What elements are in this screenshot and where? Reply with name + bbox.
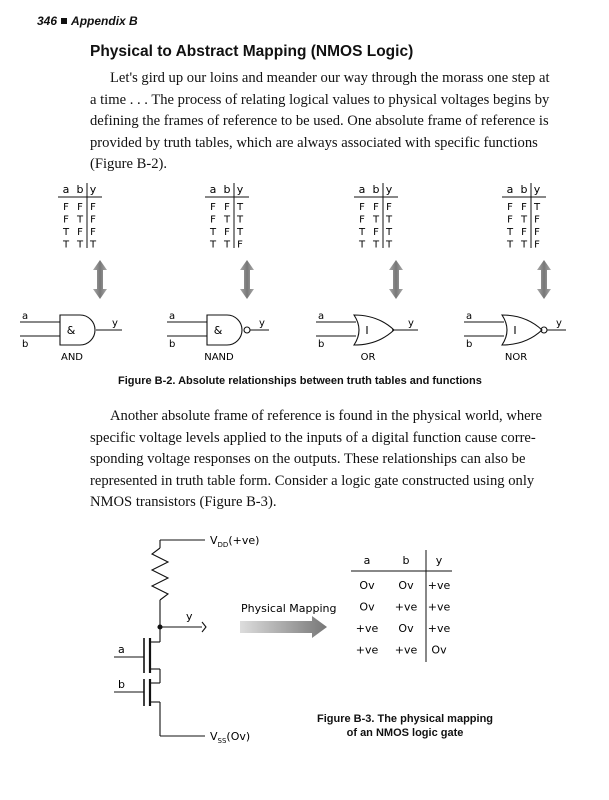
tt-cell: F xyxy=(224,202,230,213)
figure-b3-caption xyxy=(300,712,510,740)
vt-cell: Ov xyxy=(431,643,447,657)
figure-b2-caption: Figure B-2. Absolute relationships between truth tables and functions xyxy=(118,375,482,387)
paragraph-line: specific voltage levels applied to the inputs of a digital function cause corre- xyxy=(90,429,536,446)
gate-input-a-label: a xyxy=(466,311,473,322)
figure-b3-caption-line: of an NMOS logic gate xyxy=(346,727,464,739)
tt-cell: F xyxy=(359,202,365,213)
gate-output-label: y xyxy=(259,318,265,329)
gate-input-b-label: b xyxy=(22,339,29,350)
physical-mapping-label: Physical Mapping xyxy=(241,602,337,615)
gate-output-label: y xyxy=(408,318,414,329)
vt-cell: Ov xyxy=(359,600,375,614)
output-y-label: y xyxy=(186,610,193,623)
paragraph-line: (Figure B-2). xyxy=(90,156,168,172)
tt-cell: T xyxy=(358,239,366,251)
tt-cell: F xyxy=(90,227,96,238)
tt-header-cell: b xyxy=(76,183,84,196)
gate-input-b-label: b xyxy=(169,339,176,350)
vt-header-cell: a xyxy=(363,554,371,567)
vss-label: $V_{SS}(Ov)$ xyxy=(210,730,251,745)
gate-input-a-label: a xyxy=(318,311,325,322)
figure-b3-caption-line: Figure B-3. The physical mapping xyxy=(316,713,494,725)
tt-cell: T xyxy=(62,239,70,251)
gate-name-label: NAND xyxy=(204,352,234,363)
voltage-truth-table xyxy=(351,550,452,662)
tt-cell: F xyxy=(210,202,216,213)
gate-input-a-label: a xyxy=(22,311,29,322)
nmos-circuit xyxy=(114,540,206,736)
input-b-label: b xyxy=(118,678,125,691)
tt-cell: T xyxy=(236,214,244,226)
tt-cell: T xyxy=(533,202,541,213)
tt-cell: F xyxy=(507,202,513,213)
vt-cell: +ve xyxy=(355,622,379,635)
paragraph-line: NMOS transistors (Figure B-3). xyxy=(90,494,277,510)
gate-input-a-label: a xyxy=(169,311,176,322)
tt-cell: F xyxy=(63,202,69,213)
gate-output-label: y xyxy=(556,318,562,329)
pull-up-resistor xyxy=(152,548,168,600)
tt-header-cell: y xyxy=(89,183,97,196)
tt-header-cell: b xyxy=(223,183,231,196)
tt-cell: T xyxy=(76,214,84,226)
tt-cell: F xyxy=(521,202,527,213)
tt-cell: T xyxy=(89,239,97,251)
tt-cell: F xyxy=(224,227,230,238)
gate-name-label: NOR xyxy=(504,352,528,363)
tt-cell: T xyxy=(385,239,393,251)
vt-cell: +ve xyxy=(355,643,379,657)
tt-cell: T xyxy=(236,227,244,238)
tt-cell: F xyxy=(521,227,527,238)
tt-cell: F xyxy=(210,214,216,226)
tt-cell: T xyxy=(372,214,380,226)
tt-cell: T xyxy=(223,239,231,251)
vt-cell: Ov xyxy=(359,579,375,592)
gate-symbol: I xyxy=(513,324,517,337)
tt-cell: F xyxy=(90,202,96,213)
vt-cell: Ov xyxy=(398,579,414,592)
tt-cell: T xyxy=(506,227,514,238)
vt-cell: +ve xyxy=(427,600,451,614)
tt-cell: F xyxy=(534,227,540,238)
vt-cell: +ve xyxy=(427,622,451,635)
tt-cell: T xyxy=(76,239,84,251)
tt-cell: T xyxy=(236,202,244,213)
tt-header-cell: a xyxy=(209,183,217,196)
paragraph-line: defining the frames of reference to be used. One absolute frame of reference is xyxy=(90,113,549,129)
tt-cell: T xyxy=(209,227,217,238)
tt-cell: T xyxy=(520,214,528,226)
paragraph-line: Let's gird up our loins and meander our way through the morass one step at xyxy=(110,70,550,86)
tt-header-cell: a xyxy=(506,183,514,196)
vt-cell: +ve xyxy=(427,579,451,592)
vt-header-cell: b xyxy=(402,554,410,567)
gate-name-label: OR xyxy=(360,352,376,363)
tt-cell: T xyxy=(506,239,514,251)
tt-cell: F xyxy=(373,202,379,213)
tt-cell: T xyxy=(385,227,393,238)
page-number: 346 xyxy=(37,14,58,28)
tt-cell: F xyxy=(534,239,540,251)
tt-cell: T xyxy=(223,214,231,226)
gate-output-label: y xyxy=(112,318,118,329)
vt-header-cell: y xyxy=(435,554,443,567)
gate-symbol: I xyxy=(365,324,369,337)
vt-cell: +ve xyxy=(394,600,418,614)
vt-cell: Ov xyxy=(398,622,414,635)
tt-cell: F xyxy=(507,214,513,226)
tt-header-cell: y xyxy=(533,183,541,196)
tt-header-cell: a xyxy=(358,183,366,196)
tt-cell: F xyxy=(359,214,365,226)
gate-input-b-label: b xyxy=(318,339,325,350)
section-title: Physical to Abstract Mapping (NMOS Logic) xyxy=(90,43,414,60)
tt-cell: T xyxy=(209,239,217,251)
tt-cell: F xyxy=(373,227,379,238)
tt-cell: T xyxy=(385,214,393,226)
vdd-label: $V_{DD}(+ve)$ xyxy=(210,534,260,549)
tt-cell: F xyxy=(63,214,69,226)
paragraph-line: provided by truth tables, which are always associated with specific functions xyxy=(90,134,538,151)
tt-cell: F xyxy=(386,202,392,213)
tt-cell: T xyxy=(358,227,366,238)
paragraph-line: Another absolute frame of reference is found in the physical world, where xyxy=(110,408,542,424)
gate-input-b-label: b xyxy=(466,339,473,350)
gate-symbol: & xyxy=(66,324,76,337)
tt-cell: F xyxy=(237,239,243,251)
vt-cell: +ve xyxy=(394,643,418,657)
gate-name-label: AND xyxy=(60,352,84,363)
paragraph-line: a time . . . The process of relating logical values to physical voltages begins by xyxy=(90,91,550,108)
tt-cell: T xyxy=(520,239,528,251)
tt-header-cell: b xyxy=(372,183,380,196)
tt-cell: F xyxy=(534,214,540,226)
tt-header-cell: y xyxy=(236,183,244,196)
gate-symbol: & xyxy=(213,324,223,337)
tt-header-cell: y xyxy=(385,183,393,196)
tt-cell: F xyxy=(77,227,83,238)
tt-cell: T xyxy=(62,227,70,238)
tt-cell: F xyxy=(77,202,83,213)
tt-cell: F xyxy=(90,214,96,226)
input-a-label: a xyxy=(118,643,125,656)
appendix-label: Appendix B xyxy=(71,14,138,28)
tt-header-cell: a xyxy=(62,183,70,196)
tt-header-cell: b xyxy=(520,183,528,196)
mapping-arrow xyxy=(240,616,327,638)
tt-cell: T xyxy=(372,239,380,251)
paragraph-line: sponding voltage responses on the outputs. These relationships can also be xyxy=(90,451,526,467)
paragraph-line: represented in truth table form. Consider a logic gate constructed using only xyxy=(90,472,535,489)
